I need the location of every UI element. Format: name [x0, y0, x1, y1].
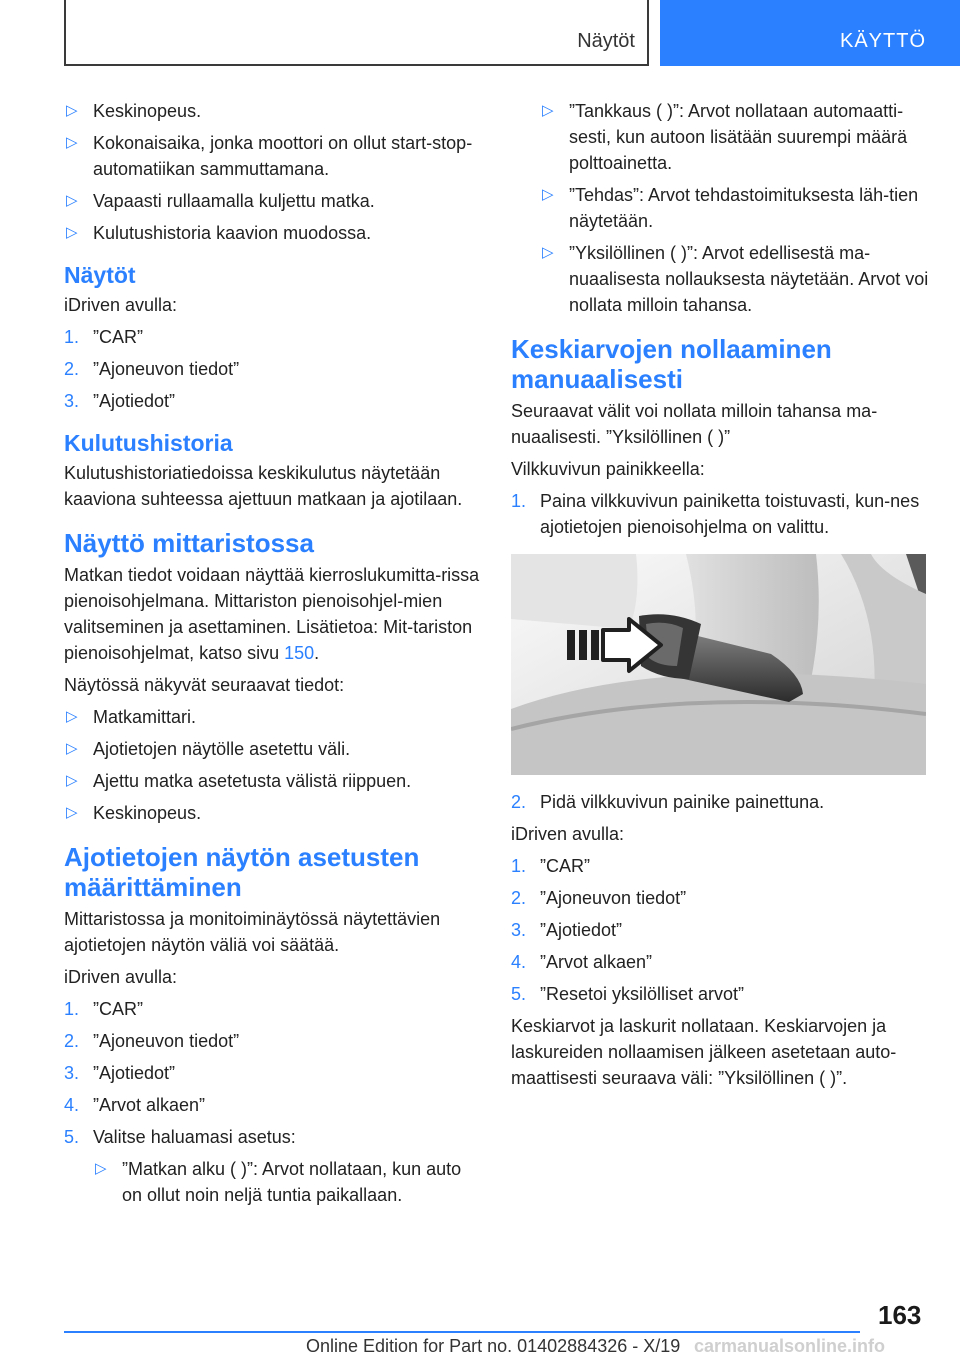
heading-ajotiedot-asetukset: Ajotietojen näytön asetusten määrittäminen [64, 842, 420, 902]
page-number: 163 [878, 1300, 922, 1330]
triangle-bullet-icon: ▷ [542, 186, 554, 203]
header-section-label: Näytöt [577, 30, 635, 52]
header-section-box [64, 0, 649, 66]
idrive-intro: iDriven avulla: [64, 295, 178, 315]
triangle-bullet-icon: ▷ [66, 224, 78, 241]
lever-illustration [511, 554, 926, 775]
list-item: ▷ Kokonaisaika, jonka moottori on ollut start-stop-automatiikan sammuttamana. [64, 130, 484, 182]
idrive-intro: iDriven avulla: [64, 967, 178, 987]
triangle-bullet-icon: ▷ [66, 708, 78, 725]
vilkku-intro: Vilkkuvivun painikkeella: [511, 459, 705, 479]
right-column [511, 98, 931, 1097]
step-item: 1. ”CAR” [511, 856, 590, 876]
step-item: 2. ”Ajoneuvon tiedot” [64, 359, 240, 379]
keski-paragraph: Seuraavat välit voi nollata milloin tahansa ma-nuaalisesti. ”Yksilöllinen ( )” [511, 401, 878, 447]
list-item: ▷ Keskinopeus. [64, 98, 484, 124]
triangle-bullet-icon: ▷ [66, 102, 78, 119]
step-item: 3. ”Ajotiedot” [511, 920, 623, 940]
sub-list-item: ▷ ”Tankkaus ( )”: Arvot nollataan automaatti-sesti, kun autoon lisätään suurempi määrä polttoainetta. [540, 98, 931, 176]
list-item: ▷ Ajettu matka asetetusta välistä riippuen. [64, 768, 484, 794]
step-item: 2. ”Ajoneuvon tiedot” [511, 888, 687, 908]
heading-naytot: Näytöt [64, 262, 136, 288]
list-item: ▷ Vapaasti rullaamalla kuljettu matka. [64, 188, 484, 214]
list-item: ▷ Ajotietojen näytölle asetettu väli. [64, 736, 484, 762]
kulutus-paragraph: Kulutushistoriatiedoissa keskikulutus näytetään kaaviona suhteessa ajettuun matkaan ja ajotilaan. [64, 463, 463, 509]
sub-list-item: ▷ ”Yksilöllinen ( )”: Arvot edellisestä ma-nuaalisesta nollauksesta näytetään. Arvot voi nollata milloin tahansa. [540, 240, 931, 318]
triangle-bullet-icon: ▷ [66, 134, 78, 151]
shown-intro: Näytössä näkyvät seuraavat tiedot: [64, 675, 345, 695]
footer-divider [64, 1331, 860, 1333]
step-item: 4. ”Arvot alkaen” [64, 1095, 206, 1115]
heading-kulutushistoria: Kulutushistoria [64, 430, 233, 456]
step-item: 3. ”Ajotiedot” [64, 1063, 176, 1083]
triangle-bullet-icon: ▷ [66, 192, 78, 209]
triangle-bullet-icon: ▷ [66, 740, 78, 757]
list-item: ▷ Keskinopeus. [64, 800, 484, 826]
idrive-intro: iDriven avulla: [511, 824, 625, 844]
step-item: 2. Pidä vilkkuvivun painike painettuna. [511, 792, 825, 812]
sub-list-item: ▷ ”Tehdas”: Arvot tehdastoimituksesta läh-tien näytetään. [540, 182, 931, 234]
final-paragraph: Keskiarvot ja laskurit nollataan. Keskiarvojen ja laskureiden nollaamisen jälkeen asetetaan auto-maattisesti seuraava väli: ”Yksilöllinen ( )”. [511, 1016, 897, 1088]
ajotiedot-paragraph: Mittaristossa ja monitoiminäytössä näytettävien ajotietojen näytön väliä voi säätää. [64, 909, 441, 955]
footer-edition: Online Edition for Part no. 01402884326 - X/19 [306, 1336, 681, 1356]
triangle-bullet-icon: ▷ [95, 1160, 107, 1177]
step-item: 5. Valitse haluamasi asetus: [64, 1127, 296, 1147]
heading-naytto-mittaristossa: Näyttö mittaristossa [64, 528, 314, 558]
header-chapter-label: KÄYTTÖ [839, 30, 926, 52]
step-item: 1. ”CAR” [64, 327, 143, 347]
sub-list-item: ▷ ”Matkan alku ( )”: Arvot nollataan, kun auto on ollut noin neljä tuntia paikallaan. [93, 1156, 484, 1208]
step-item: 3. ”Ajotiedot” [64, 391, 176, 411]
triangle-bullet-icon: ▷ [66, 772, 78, 789]
triangle-bullet-icon: ▷ [542, 102, 554, 119]
heading-keskiarvojen-nollaaminen: Keskiarvojen nollaaminen manuaalisesti [511, 334, 832, 394]
step-item: 2. ”Ajoneuvon tiedot” [64, 1031, 240, 1051]
step-item: 1. Paina vilkkuvivun painiketta toistuvasti, kun-nes ajotietojen pienoisohjelma on valittu. [511, 491, 920, 537]
list-item: ▷ Kulutushistoria kaavion muodossa. [64, 220, 484, 246]
header-chapter-tab [660, 0, 960, 66]
left-column [64, 98, 484, 1214]
step-item: 1. ”CAR” [64, 999, 143, 1019]
step-item: 5. ”Resetoi yksilölliset arvot” [511, 984, 745, 1004]
list-item: ▷ Matkamittari. [64, 704, 484, 730]
turn-signal-lever-photo [511, 554, 926, 775]
triangle-bullet-icon: ▷ [542, 244, 554, 261]
step-item: 4. ”Arvot alkaen” [511, 952, 653, 972]
naytto-paragraph: Matkan tiedot voidaan näyttää kierroslukumitta-rissa pienoisohjelmana. Mittariston pienoisohjel-mien valitseminen ja asettaminen. Lisätietoa: Mit-tariston pienoisohjelmat, katso sivu 150. [64, 565, 480, 663]
triangle-bullet-icon: ▷ [66, 804, 78, 821]
page-link[interactable]: 150 [284, 643, 315, 663]
watermark-logo: carmanualsonline.info [694, 1336, 886, 1356]
